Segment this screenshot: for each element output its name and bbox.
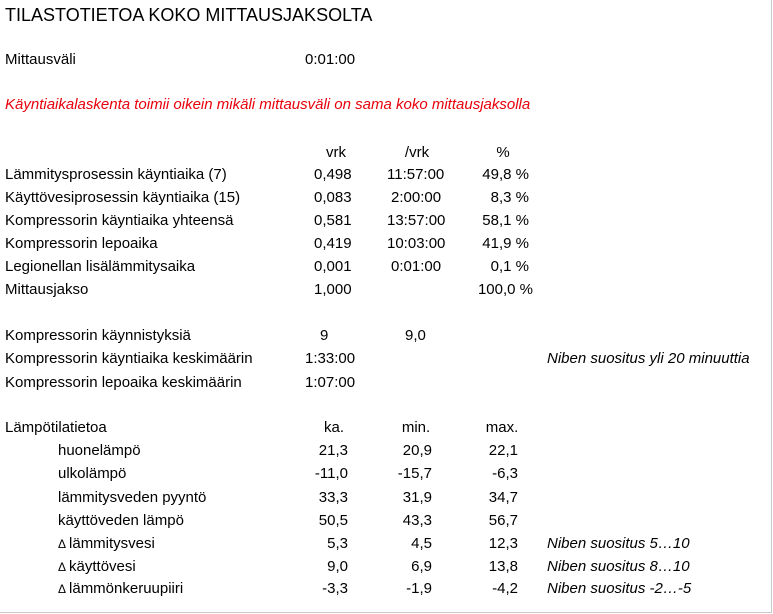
header-avg: ka. xyxy=(323,419,344,436)
delta-note: Niben suositus 8…10 xyxy=(547,558,690,575)
interval-value: 0:01:00 xyxy=(305,51,356,68)
header-per-day: /vrk xyxy=(404,144,430,161)
delta-icon: Δ xyxy=(58,537,67,551)
compressor-avg-runtime-note: Niben suositus yli 20 minuuttia xyxy=(547,350,750,367)
runtime-label: Lämmitysprosessin käyntiaika (7) xyxy=(5,166,227,183)
delta-note: Niben suositus 5…10 xyxy=(547,535,690,552)
delta-max: 13,8 xyxy=(488,558,518,575)
temperature-min: -15,7 xyxy=(397,465,432,482)
runtime-label: Käyttövesiprosessin käyntiaika (15) xyxy=(5,189,241,206)
header-percent: % xyxy=(496,144,510,161)
temperature-label: käyttöveden lämpö xyxy=(58,512,184,529)
temperature-avg: -11,0 xyxy=(314,465,348,482)
compressor-avg-runtime-value: 1:33:00 xyxy=(305,350,356,367)
runtime-percent: 8,3 % xyxy=(490,189,529,206)
temperature-avg: 33,3 xyxy=(318,489,348,506)
runtime-per-day: 2:00:00 xyxy=(391,189,442,206)
runtime-percent: 100,0 % xyxy=(477,281,533,298)
temperature-min: 31,9 xyxy=(402,489,432,506)
delta-avg: 5,3 xyxy=(327,535,348,552)
runtime-label: Mittausjakso xyxy=(5,281,89,298)
temperatures-label: Lämpötilatietoa xyxy=(5,419,107,436)
delta-label-cell xyxy=(58,535,155,553)
runtime-per-day: 10:03:00 xyxy=(387,235,446,252)
delta-min: 6,9 xyxy=(411,558,432,575)
delta-note: Niben suositus -2…-5 xyxy=(547,580,692,597)
compressor-avg-rest-label: Kompressorin lepoaika keskimäärin xyxy=(5,374,242,391)
runtime-days: 0,498 xyxy=(314,166,352,183)
delta-max: -4,2 xyxy=(492,580,518,597)
delta-avg: 9,0 xyxy=(327,558,348,575)
runtime-label: Legionellan lisälämmitysaika xyxy=(5,258,196,275)
runtime-days: 1,000 xyxy=(314,281,352,298)
delta-label: käyttövesi xyxy=(69,558,136,575)
temperature-max: 56,7 xyxy=(488,512,518,529)
temperature-max: 22,1 xyxy=(488,442,518,459)
runtime-per-day: 0:01:00 xyxy=(391,258,442,275)
runtime-label: Kompressorin käyntiaika yhteensä xyxy=(5,212,234,229)
header-min: min. xyxy=(401,419,431,436)
runtime-per-day: 11:57:00 xyxy=(387,166,445,183)
delta-icon: Δ xyxy=(58,560,67,574)
runtime-label: Kompressorin lepoaika xyxy=(5,235,158,252)
compressor-starts-value: 9 xyxy=(320,327,329,344)
page-title: TILASTOTIETOA KOKO MITTAUSJAKSOLTA xyxy=(5,5,373,25)
runtime-percent: 41,9 % xyxy=(482,235,529,252)
runtime-days: 0,001 xyxy=(314,258,352,275)
runtime-percent: 58,1 % xyxy=(482,212,529,229)
temperature-label: ulkolämpö xyxy=(58,465,127,482)
warning-text: Käyntiaikalaskenta toimii oikein mikäli mittausväli on sama koko mittausjaksolla xyxy=(5,96,531,113)
runtime-days: 0,581 xyxy=(314,212,352,229)
compressor-avg-rest-value: 1:07:00 xyxy=(305,374,356,391)
temperature-avg: 50,5 xyxy=(318,512,348,529)
delta-avg: -3,3 xyxy=(322,580,348,597)
temperature-min: 20,9 xyxy=(402,442,432,459)
runtime-percent: 0,1 % xyxy=(490,258,529,275)
compressor-starts-label: Kompressorin käynnistyksiä xyxy=(5,327,191,344)
runtime-days: 0,083 xyxy=(314,189,352,206)
compressor-starts-per-day: 9,0 xyxy=(405,327,426,344)
delta-min: -1,9 xyxy=(406,580,432,597)
delta-label-cell xyxy=(58,580,183,598)
header-days: vrk xyxy=(326,144,346,161)
temperature-label: huonelämpö xyxy=(58,442,141,459)
delta-label: lämmönkeruupiiri xyxy=(69,580,184,597)
delta-label: lämmitysvesi xyxy=(69,535,155,552)
temperature-max: -6,3 xyxy=(492,465,518,482)
delta-label-cell xyxy=(58,558,136,576)
runtime-per-day: 13:57:00 xyxy=(387,212,446,229)
header-max: max. xyxy=(485,419,519,436)
compressor-avg-runtime-label: Kompressorin käyntiaika keskimäärin xyxy=(5,350,253,367)
delta-min: 4,5 xyxy=(411,535,432,552)
temperature-avg: 21,3 xyxy=(318,442,348,459)
temperature-min: 43,3 xyxy=(402,512,432,529)
temperature-max: 34,7 xyxy=(488,489,518,506)
delta-icon: Δ xyxy=(58,582,67,596)
delta-max: 12,3 xyxy=(488,535,518,552)
runtime-percent: 49,8 % xyxy=(482,166,529,183)
temperature-label: lämmitysveden pyyntö xyxy=(58,489,207,506)
runtime-days: 0,419 xyxy=(314,235,352,252)
interval-label: Mittausväli xyxy=(5,51,76,68)
